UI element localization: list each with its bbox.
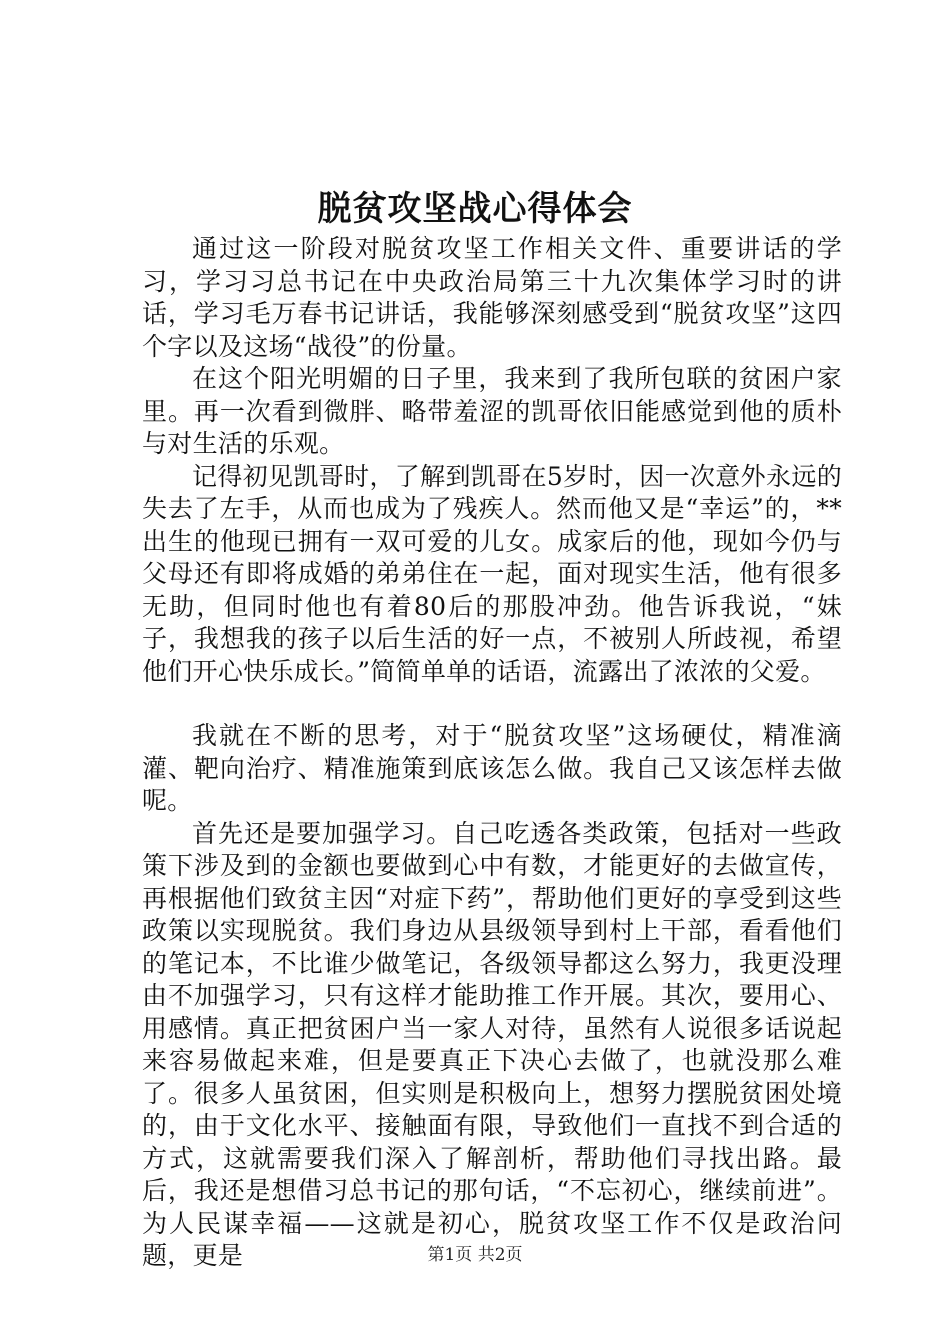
paragraph-5: 首先还是要加强学习。自己吃透各类政策，包括对一些政策下涉及到的金额也要做到心中有数，才能更好的去做宣传，再根据他们致贫主因“对症下药”，帮助他们更好的享受到这些政策以实现脱贫。我们身边从县级领导到村上干部，看看他们的笔记本，不比谁少做笔记，各级领导都这么努力，我更没理由不加强学习，只有这样才能助推工作开展。其次，要用心、用感情。真正把贫困户当一家人对待，虽然有人说很多话说起来容易做起来难，但是要真正下决心去做了，也就没那么难了。很多人虽贫困，但实则是积极向上，想努力摆脱贫困处境的，由于文化水平、接触面有限，导致他们一直找不到合适的方式，这就需要我们深入了解剖析，帮助他们寻找出路。最后，我还是想借习总书记的那句话，“不忘初心，继续前进”。为人民谋幸福——这就是初心，脱贫攻坚工作不仅是政治问题，更是 — [142, 818, 842, 1270]
document-title: 脱贫攻坚战心得体会 — [317, 189, 633, 229]
page-number-footer: 第1页 共2页 — [427, 1245, 523, 1265]
paragraph-3: 记得初见凯哥时，了解到凯哥在5岁时，因一次意外永远的失去了左手，从而也成为了残疾人。然而他又是“幸运”的，**出生的他现已拥有一双可爱的儿女。成家后的他，现如今仍与父母还有即将成婚的弟弟住在一起，面对现实生活，他有很多无助，但同时他也有着80后的那股冲劲。他告诉我说，“妹子，我想我的孩子以后生活的好一点，不被别人所歧视，希望他们开心快乐成长。”简简单单的话语，流露出了浓浓的父爱。 — [142, 461, 842, 686]
document-body — [142, 233, 842, 1273]
paragraph-1: 通过这一阶段对脱贫攻坚工作相关文件、重要讲话的学习，学习习总书记在中央政治局第三十九次集体学习时的讲话，学习毛万春书记讲话，我能够深刻感受到“脱贫攻坚”这四个字以及这场“战役”的份量。 — [142, 234, 842, 361]
paragraph-2: 在这个阳光明媚的日子里，我来到了我所包联的贫困户家里。再一次看到微胖、略带羞涩的凯哥依旧能感觉到他的质朴与对生活的乐观。 — [142, 364, 842, 458]
paragraph-4: 我就在不断的思考，对于“脱贫攻坚”这场硬仗，精准滴灌、靶向治疗、精准施策到底该怎么做。我自己又该怎样去做呢。 — [142, 721, 842, 815]
